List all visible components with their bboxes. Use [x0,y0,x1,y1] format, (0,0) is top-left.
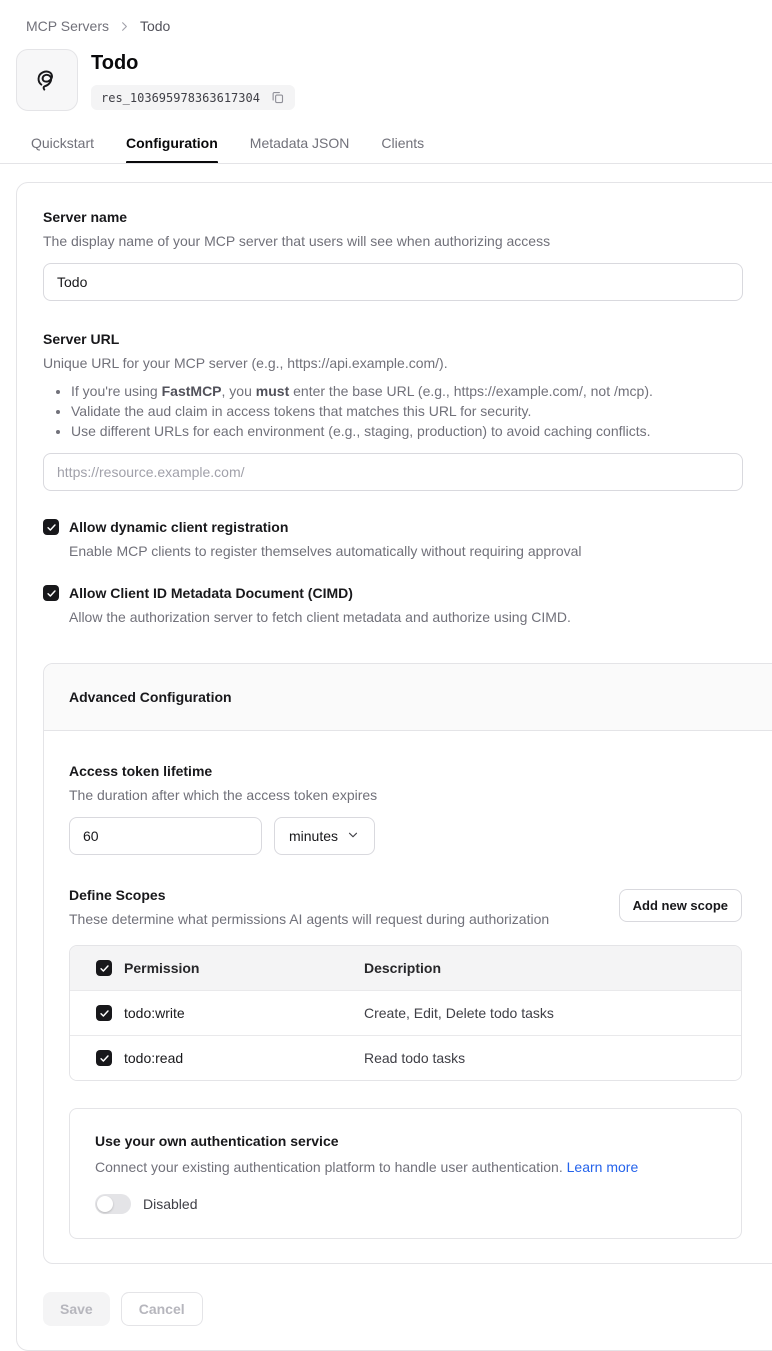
server-url-label: Server URL [43,331,120,347]
todo-write-checkbox[interactable] [96,1005,112,1021]
chevron-down-icon [346,828,360,845]
page-header [16,49,772,111]
todo-write-permission: todo:write [124,1005,185,1021]
tab-metadata-json[interactable]: Metadata JSON [249,135,350,151]
url-note-environments: • Use different URLs for each environment (e.g., staging, production) to avoid caching conflicts. [71,421,743,441]
server-name-label: Server name [43,209,128,225]
tabs-divider [0,163,772,164]
advanced-configuration-panel [43,663,772,1264]
url-note-fastmcp: • If you're using FastMCP, you must enter the base URL (e.g., https://example.com/, not /mcp). [71,381,743,401]
select-all-scopes-checkbox[interactable] [96,960,112,976]
server-name-section [43,207,743,301]
scopes-table [69,945,742,1081]
server-logo [16,49,78,111]
todo-read-permission: todo:read [124,1050,184,1066]
copy-icon[interactable] [270,90,285,105]
tab-configuration[interactable]: Configuration [126,135,218,163]
dynamic-registration-label[interactable]: Allow dynamic client registration [69,519,289,535]
description-column-header: Description [364,960,442,976]
own-auth-toggle[interactable] [95,1194,131,1214]
cimd-checkbox[interactable] [43,585,59,601]
dynamic-registration-setting [43,519,743,561]
token-lifetime-input[interactable] [69,817,262,855]
chevron-right-icon [117,19,132,34]
cancel-button[interactable]: Cancel [121,1292,203,1326]
token-lifetime-description: The duration after which the access token expires [69,787,378,803]
todo-read-checkbox[interactable] [96,1050,112,1066]
own-auth-service-box [69,1108,742,1239]
server-url-description: Unique URL for your MCP server (e.g., https://api.example.com/). [43,355,448,371]
server-url-input[interactable] [43,453,743,491]
define-scopes-description: These determine what permissions AI agents will request during authorization [69,911,550,927]
tab-bar [31,135,772,163]
breadcrumb-mcp-servers[interactable]: MCP Servers [26,18,109,34]
advanced-configuration-title: Advanced Configuration [44,664,772,731]
scopes-table-header-row [70,946,741,990]
scope-row-todo-write [70,990,741,1035]
own-auth-toggle-label: Disabled [143,1196,198,1212]
resource-id-badge [91,85,295,110]
learn-more-link[interactable]: Learn more [566,1159,639,1175]
token-lifetime-unit-value: minutes [289,828,339,844]
token-lifetime-label: Access token lifetime [69,763,213,779]
server-url-notes [43,381,743,441]
todo-read-description: Read todo tasks [364,1050,466,1066]
define-scopes-label: Define Scopes [69,887,166,903]
dynamic-registration-description: Enable MCP clients to register themselves automatically without requiring approval [69,543,582,559]
cimd-label[interactable]: Allow Client ID Metadata Document (CIMD) [69,585,353,601]
resource-id: res_103695978363617304 [101,90,260,105]
cimd-description: Allow the authorization server to fetch client metadata and authorize using CIMD. [69,609,571,625]
define-scopes-header [69,885,742,929]
page-title: Todo [91,52,139,74]
dynamic-registration-checkbox[interactable] [43,519,59,535]
server-name-description: The display name of your MCP server that users will see when authorizing access [43,233,551,249]
own-auth-description: Connect your existing authentication platform to handle user authentication. [95,1159,563,1175]
token-lifetime-unit-select[interactable] [274,817,375,855]
form-actions [43,1292,743,1326]
save-button[interactable]: Save [43,1292,110,1326]
tab-clients[interactable]: Clients [381,135,425,151]
permission-column-header: Permission [124,960,200,976]
add-new-scope-button[interactable]: Add new scope [619,889,742,922]
cimd-setting [43,585,743,627]
configuration-card [16,182,772,1351]
todo-write-description: Create, Edit, Delete todo tasks [364,1005,554,1021]
server-url-section [43,329,743,491]
server-name-input[interactable] [43,263,743,301]
url-note-aud-claim: • Validate the aud claim in access tokens that matches this URL for security. [71,401,743,421]
own-auth-title: Use your own authentication service [95,1133,339,1149]
token-lifetime-section [69,761,742,855]
breadcrumb-current: Todo [139,18,171,34]
tab-quickstart[interactable]: Quickstart [31,135,95,151]
scope-row-todo-read [70,1035,741,1080]
breadcrumb [0,0,772,34]
scribble-logo-icon [29,61,65,100]
